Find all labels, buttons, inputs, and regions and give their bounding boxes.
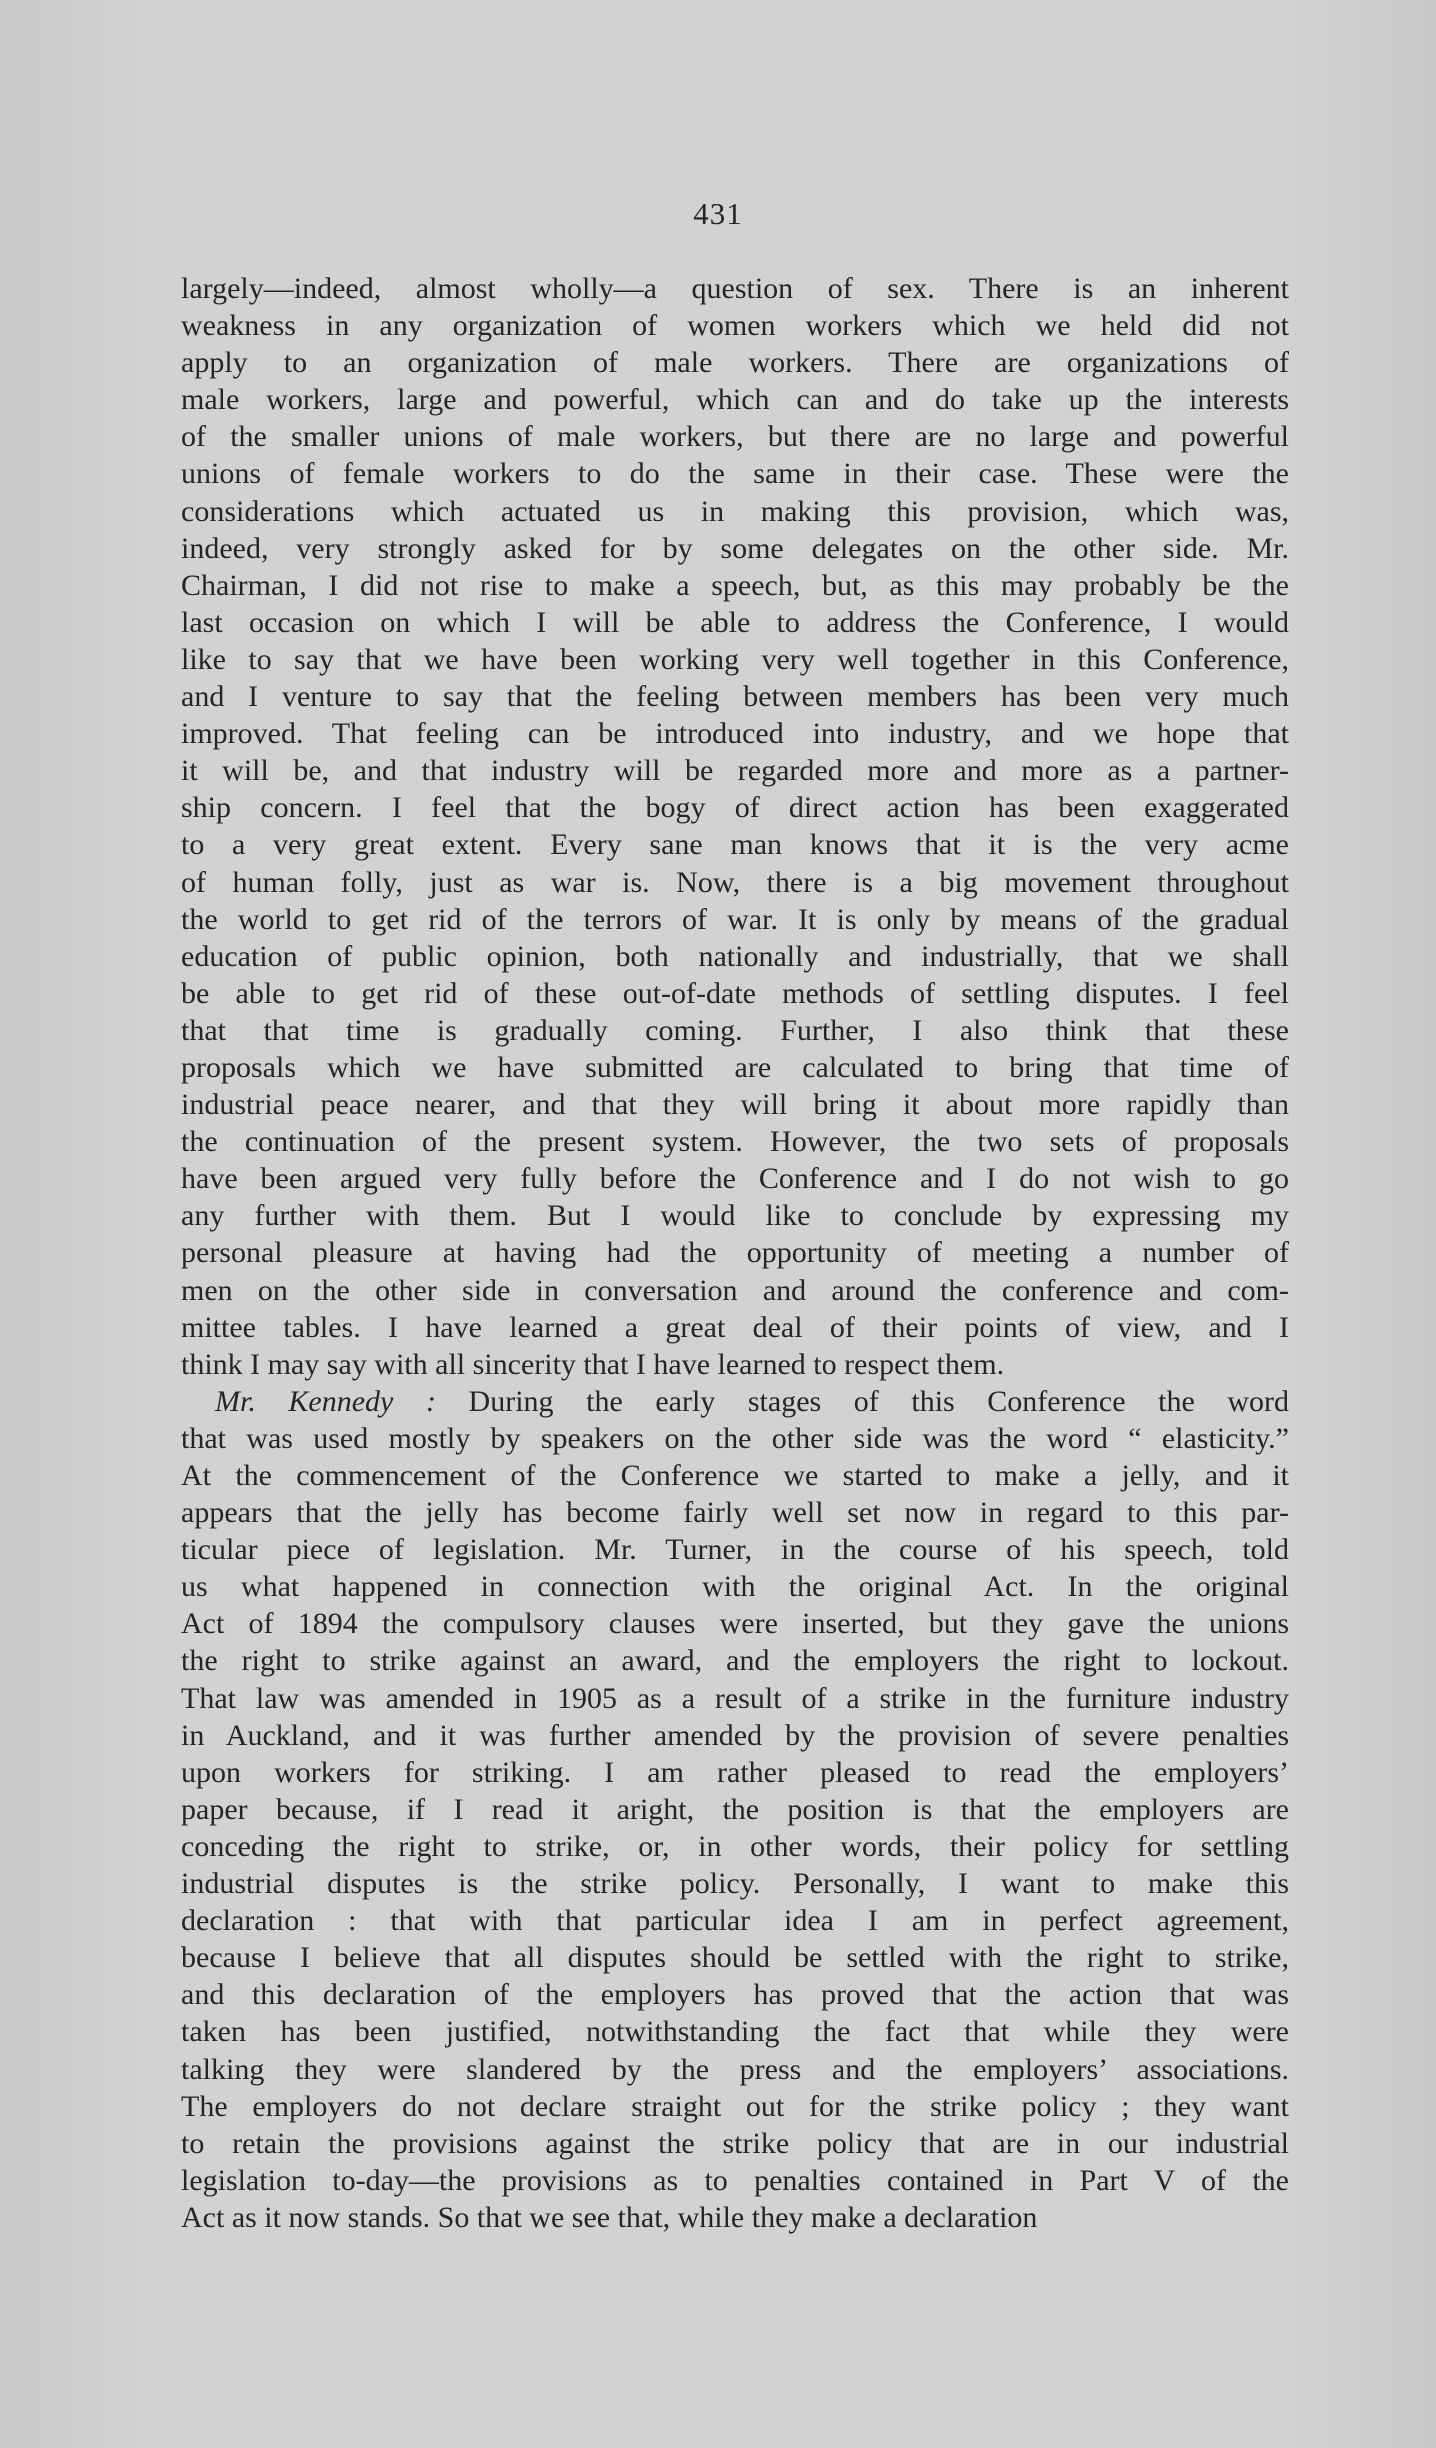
text-line: last occasion on which I will be able to address the Conference, I would	[181, 605, 1289, 639]
page-number: 431	[693, 196, 743, 231]
text-line: think I may say with all sincerity that I have learned to respect them.	[181, 1347, 1005, 1381]
text-line: taken has been justified, notwithstanding the fact that while they were	[181, 2015, 1289, 2049]
text-line: declaration : that with that particular idea I am in perfect agreement,	[181, 1904, 1289, 1938]
text-line: proposals which we have submitted are calculated to bring that time of	[181, 1050, 1289, 1084]
text-line: ship concern. I feel that the bogy of direct action has been exaggerated	[181, 791, 1289, 825]
text-line: improved. That feeling can be introduced into industry, and we hope that	[181, 717, 1289, 751]
text-line: Act as it now stands. So that we see that, while they make a declaration	[181, 2200, 1038, 2234]
text-line: to a very great extent. Every sane man knows that it is the very acme	[181, 828, 1289, 862]
text-line: talking they were slandered by the press and the employers’ associations.	[181, 2052, 1289, 2086]
text-line: that was used mostly by speakers on the other side was the word “ elasticity.”	[181, 1421, 1289, 1455]
text-line: weakness in any organization of women workers which we held did not	[181, 309, 1289, 343]
text-line: legislation to-day—the provisions as to penalties contained in Part V of the	[181, 2163, 1289, 2197]
text-line: That law was amended in 1905 as a result of a strike in the furniture industry	[181, 1681, 1289, 1715]
text-line: personal pleasure at having had the opportunity of meeting a number of	[181, 1236, 1289, 1270]
text-line: upon workers for striking. I am rather pleased to read the employers’	[181, 1755, 1289, 1789]
text-line: paper because, if I read it aright, the position is that the employers are	[181, 1792, 1289, 1826]
text-line: mittee tables. I have learned a great deal of their points of view, and I	[181, 1310, 1289, 1344]
text-line	[181, 1383, 1289, 1420]
text-line: Chairman, I did not rise to make a speech, but, as this may probably be the	[181, 568, 1289, 602]
text-line: industrial peace nearer, and that they will bring it about more rapidly than	[181, 1088, 1289, 1122]
text-line: male workers, large and powerful, which can and do take up the interests	[181, 383, 1289, 417]
text-line: it will be, and that industry will be regarded more and more as a partner-	[181, 754, 1289, 788]
text-line: At the commencement of the Conference we started to make a jelly, and it	[181, 1459, 1289, 1492]
text-line: the continuation of the present system. However, the two sets of proposals	[181, 1125, 1289, 1159]
text-line: appears that the jelly has become fairly well set now in regard to this par-	[181, 1496, 1289, 1530]
text-line: and I venture to say that the feeling between members has been very much	[181, 680, 1289, 714]
text-line: in Auckland, and it was further amended by the provision of severe penalties	[181, 1718, 1289, 1752]
text-line: of the smaller unions of male workers, but there are no large and powerful	[181, 420, 1289, 454]
text-line: unions of female workers to do the same in their case. These were the	[181, 457, 1289, 491]
text-line: because I believe that all disputes should be settled with the right to strike,	[181, 1941, 1289, 1975]
text-line: like to say that we have been working very well together in this Conference,	[181, 642, 1289, 676]
text-line: indeed, very strongly asked for by some delegates on the other side. Mr.	[181, 531, 1289, 565]
text-line: of human folly, just as war is. Now, there is a big movement throughout	[181, 865, 1289, 899]
text-line: ticular piece of legislation. Mr. Turner, in the course of his speech, told	[181, 1533, 1289, 1567]
text-line: have been argued very fully before the Conference and I do not wish to go	[181, 1162, 1289, 1196]
text-line: us what happened in connection with the original Act. In the original	[181, 1570, 1289, 1604]
text-line: considerations which actuated us in making this provision, which was,	[181, 494, 1289, 528]
text-line: the world to get rid of the terrors of war. It is only by means of the gradual	[181, 902, 1289, 936]
text-line: largely—indeed, almost wholly—a question of sex. There is an inherent	[181, 272, 1289, 305]
text-line: education of public opinion, both nationally and industrially, that we shall	[181, 939, 1289, 973]
text-line: apply to an organization of male workers. There are organizations of	[181, 346, 1289, 380]
text-line: men on the other side in conversation and around the conference and com-	[181, 1273, 1289, 1307]
text-line: and this declaration of the employers has proved that the action that was	[181, 1978, 1289, 2012]
text-line: the right to strike against an award, and the employers the right to lockout.	[181, 1644, 1289, 1678]
text-line: conceding the right to strike, or, in other words, their policy for settling	[181, 1829, 1289, 1863]
text-line: Act of 1894 the compulsory clauses were inserted, but they gave the unions	[181, 1607, 1289, 1641]
text-line: be able to get rid of these out-of-date methods of settling disputes. I feel	[181, 976, 1289, 1010]
body-text	[181, 270, 1289, 2236]
text-line: that that time is gradually coming. Further, I also think that these	[181, 1013, 1289, 1047]
paragraph-2	[181, 1383, 1289, 2236]
text-line: to retain the provisions against the strike policy that are in our industrial	[181, 2126, 1289, 2160]
paragraph-1	[181, 270, 1289, 1383]
speaker-name: Mr. Kennedy :	[215, 1384, 436, 1418]
text-line: The employers do not declare straight out for the strike policy ; they want	[181, 2089, 1289, 2123]
text-line: industrial disputes is the strike policy. Personally, I want to make this	[181, 1867, 1289, 1901]
text-line: any further with them. But I would like to conclude by expressing my	[181, 1199, 1289, 1233]
speech-text: During the early stages of this Conference the word	[468, 1384, 1289, 1418]
